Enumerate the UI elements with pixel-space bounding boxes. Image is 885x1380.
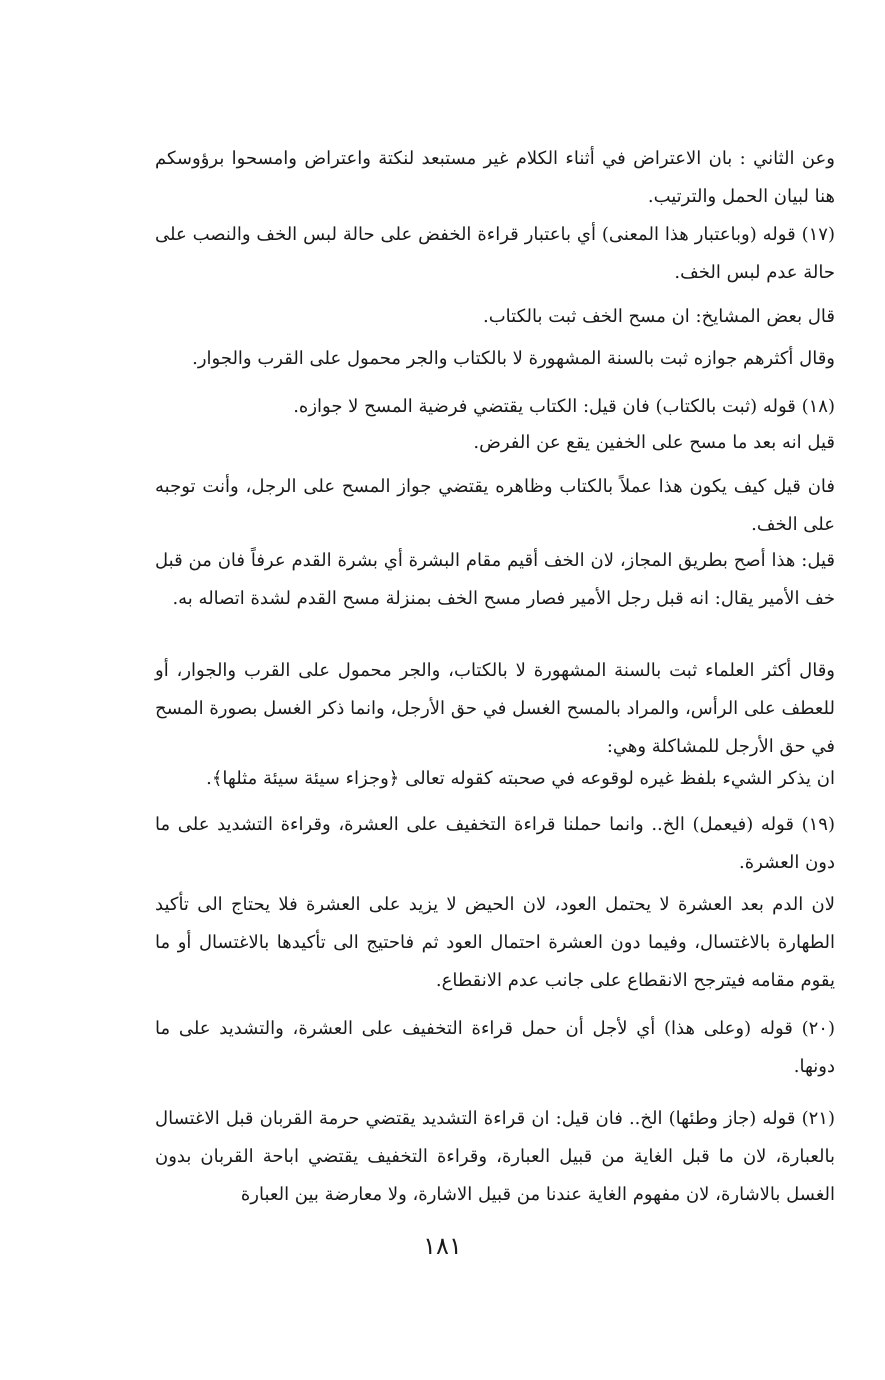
paragraph-blood (155, 886, 835, 1000)
paragraph-objection (155, 468, 835, 544)
paragraph: (٢١) قوله (جاز وطئها) الخ.. فان قيل: ان قراءة التشديد يقتضي حرمة القربان قبل الاغتسال بالعبارة، لان ما قبل الغاية من قبيل العبارة، وقراءة التخفيف يقتضي اباحة القربان بدون الغسل بالاشارة، لان مفهوم الغاية عندنا من قبيل الاشارة، ولا معارضة بين العبارة (155, 1108, 835, 1205)
page-number: ١٨١ (423, 1232, 462, 1260)
paragraph-most-scholars (155, 340, 835, 378)
paragraph: (١٩) قوله (فيعمل) الخ.. وانما حملنا قراءة التخفيف على العشرة، وقراءة التشديد على ما دون العشرة. (155, 814, 835, 873)
paragraph: قيل: هذا أصح بطريق المجاز، لان الخف أقيم مقام البشرة أي بشرة القدم عرفاً فان من قبل خف الأمير يقال: انه قبل رجل الأمير فصار مسح الخف بمنزلة مسح القدم لشدة اتصاله به. (155, 550, 835, 609)
paragraph: لان الدم بعد العشرة لا يحتمل العود، لان الحيض لا يزيد على العشرة فلا يحتاج الى تأكيد الطهارة بالاغتسال، وفيما دون العشرة احتمال العود ثم فاحتيج الى تأكيدها بالاغتسال أو ما يقوم مقامه فيترجح الانقطاع على جانب عدم الانقطاع. (155, 894, 835, 991)
paragraph-reply (155, 424, 835, 462)
paragraph: قيل انه بعد ما مسح على الخفين يقع عن الفرض. (473, 432, 835, 453)
paragraph-note-18 (155, 388, 835, 426)
paragraph: وقال أكثرهم جوازه ثبت بالسنة المشهورة لا بالكتاب والجر محمول على القرب والجوار. (192, 348, 835, 369)
paragraph: فان قيل كيف يكون هذا عملاً بالكتاب وظاهره يقتضي جواز المسح على الرجل، وأنت توجبه على الخف. (155, 476, 835, 535)
paragraph: (١٨) قوله (ثبت بالكتاب) فان قيل: الكتاب يقتضي فرضية المسح لا جوازه. (293, 396, 835, 417)
paragraph-ulama (155, 652, 835, 766)
paragraph: وقال أكثر العلماء ثبت بالسنة المشهورة لا بالكتاب، والجر محمول على القرب والجوار، أو للعطف على الرأس، والمراد بالمسح الغسل في حق الأرجل، وانما ذكر الغسل بصورة المسح في حق الأرجل للمشاكلة وهي: (155, 660, 835, 757)
paragraph: (١٧) قوله (وباعتبار هذا المعنى) أي باعتبار قراءة الخفض على حالة لبس الخف والنصب على حالة عدم لبس الخف. (155, 224, 835, 283)
paragraph-some-scholars (155, 298, 835, 336)
paragraph-note-17 (155, 216, 835, 292)
paragraph-note-19 (155, 806, 835, 882)
paragraph: (٢٠) قوله (وعلى هذا) أي لأجل أن حمل قراءة التخفيف على العشرة، والتشديد على ما دونها. (155, 1018, 835, 1077)
paragraph-intro (155, 140, 835, 216)
paragraph-note-21 (155, 1100, 835, 1214)
paragraph-mushakala (155, 760, 835, 798)
paragraph-majaz (155, 542, 835, 618)
paragraph: وعن الثاني : بان الاعتراض في أثناء الكلام غير مستبعد لنكتة واعتراض وامسحوا برؤوسكم هنا لبيان الحمل والترتيب. (155, 148, 835, 207)
paragraph-note-20 (155, 1010, 835, 1086)
paragraph: قال بعض المشايخ: ان مسح الخف ثبت بالكتاب. (483, 306, 835, 327)
paragraph: ان يذكر الشيء بلفظ غيره لوقوعه في صحبته كقوله تعالى ﴿وجزاء سيئة سيئة مثلها﴾. (206, 768, 835, 789)
